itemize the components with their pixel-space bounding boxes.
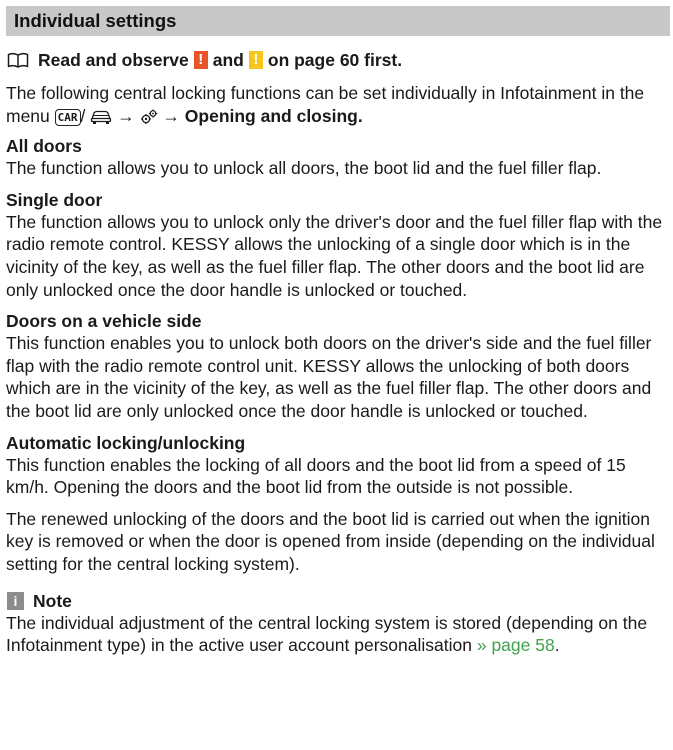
settings-gears-icon (140, 109, 158, 125)
read-observe-suffix: on page 60 first. (267, 50, 403, 70)
section-title: Automatic locking/unlocking (6, 432, 246, 453)
note-title: Note (33, 590, 72, 611)
section-header-title: Individual settings (14, 10, 177, 31)
section-all-doors (6, 135, 670, 180)
read-observe-and: and (212, 50, 244, 70)
section-body: The function allows you to unlock only the driver's door and the fuel filler flap with the radio remote control. KESSY allows the unlocking of a single door which is in the vicinity of the key, as well as the fuel filler flap. The other doors and the boot lid are only unlocked once the door handle is unlocked or touched. (6, 211, 663, 300)
note-body (6, 612, 670, 657)
note-text: The individual adjustment of the central locking system is stored (depending on the Infotainment type) in the active user account personalisation (6, 612, 648, 656)
book-icon (7, 51, 29, 69)
section-single-door (6, 189, 670, 301)
section-automatic-locking (6, 432, 670, 499)
section-header (6, 6, 670, 36)
read-observe-prefix: Read and observe (38, 50, 189, 70)
section-body: This function enables the locking of all doors and the boot lid from a speed of 15 km/h. Opening the doors and the boot lid from the outside is not possible. (6, 454, 626, 498)
menu-arrow-1: → (117, 105, 135, 126)
car-button-icon: CAR (55, 109, 81, 126)
intro-text: The following central locking functions can be set individually in Infotainment in the menu (6, 83, 645, 126)
page-58-link[interactable]: » page 58 (476, 635, 555, 656)
warning-red-icon: ! (194, 51, 208, 69)
intro-paragraph (6, 82, 670, 127)
menu-arrow-2: → (162, 105, 180, 126)
info-icon: i (7, 592, 24, 610)
note-header (6, 590, 670, 612)
section-title: Doors on a vehicle side (6, 311, 202, 332)
car-menu-icon (90, 109, 112, 125)
renewed-unlocking-paragraph: The renewed unlocking of the doors and the boot lid is carried out when the ignition key is removed or when the door is opened from inside (depending on the individual setting for the central locking system). (6, 508, 655, 574)
menu-separator: / (80, 105, 86, 126)
read-observe-line (6, 48, 670, 72)
section-body: This function enables you to unlock both doors on the driver's side and the fuel filler flap with the radio remote control unit. KESSY allows the unlocking of both doors which are in the vicinity of the key, as well as the fuel filler flap. The other doors and the boot lid are only unlocked once the door handle is unlocked or touched. (6, 333, 652, 421)
section-body: The function allows you to unlock all doors, the boot lid and the fuel filler flap. (6, 158, 602, 179)
section-doors-vehicle-side (6, 310, 670, 422)
section-title: All doors (6, 136, 82, 157)
note-end: . (554, 635, 560, 656)
warning-yellow-icon: ! (249, 51, 263, 69)
menu-item-opening-closing: Opening and closing. (184, 105, 363, 126)
manual-page (6, 6, 670, 657)
section-title: Single door (6, 189, 103, 210)
